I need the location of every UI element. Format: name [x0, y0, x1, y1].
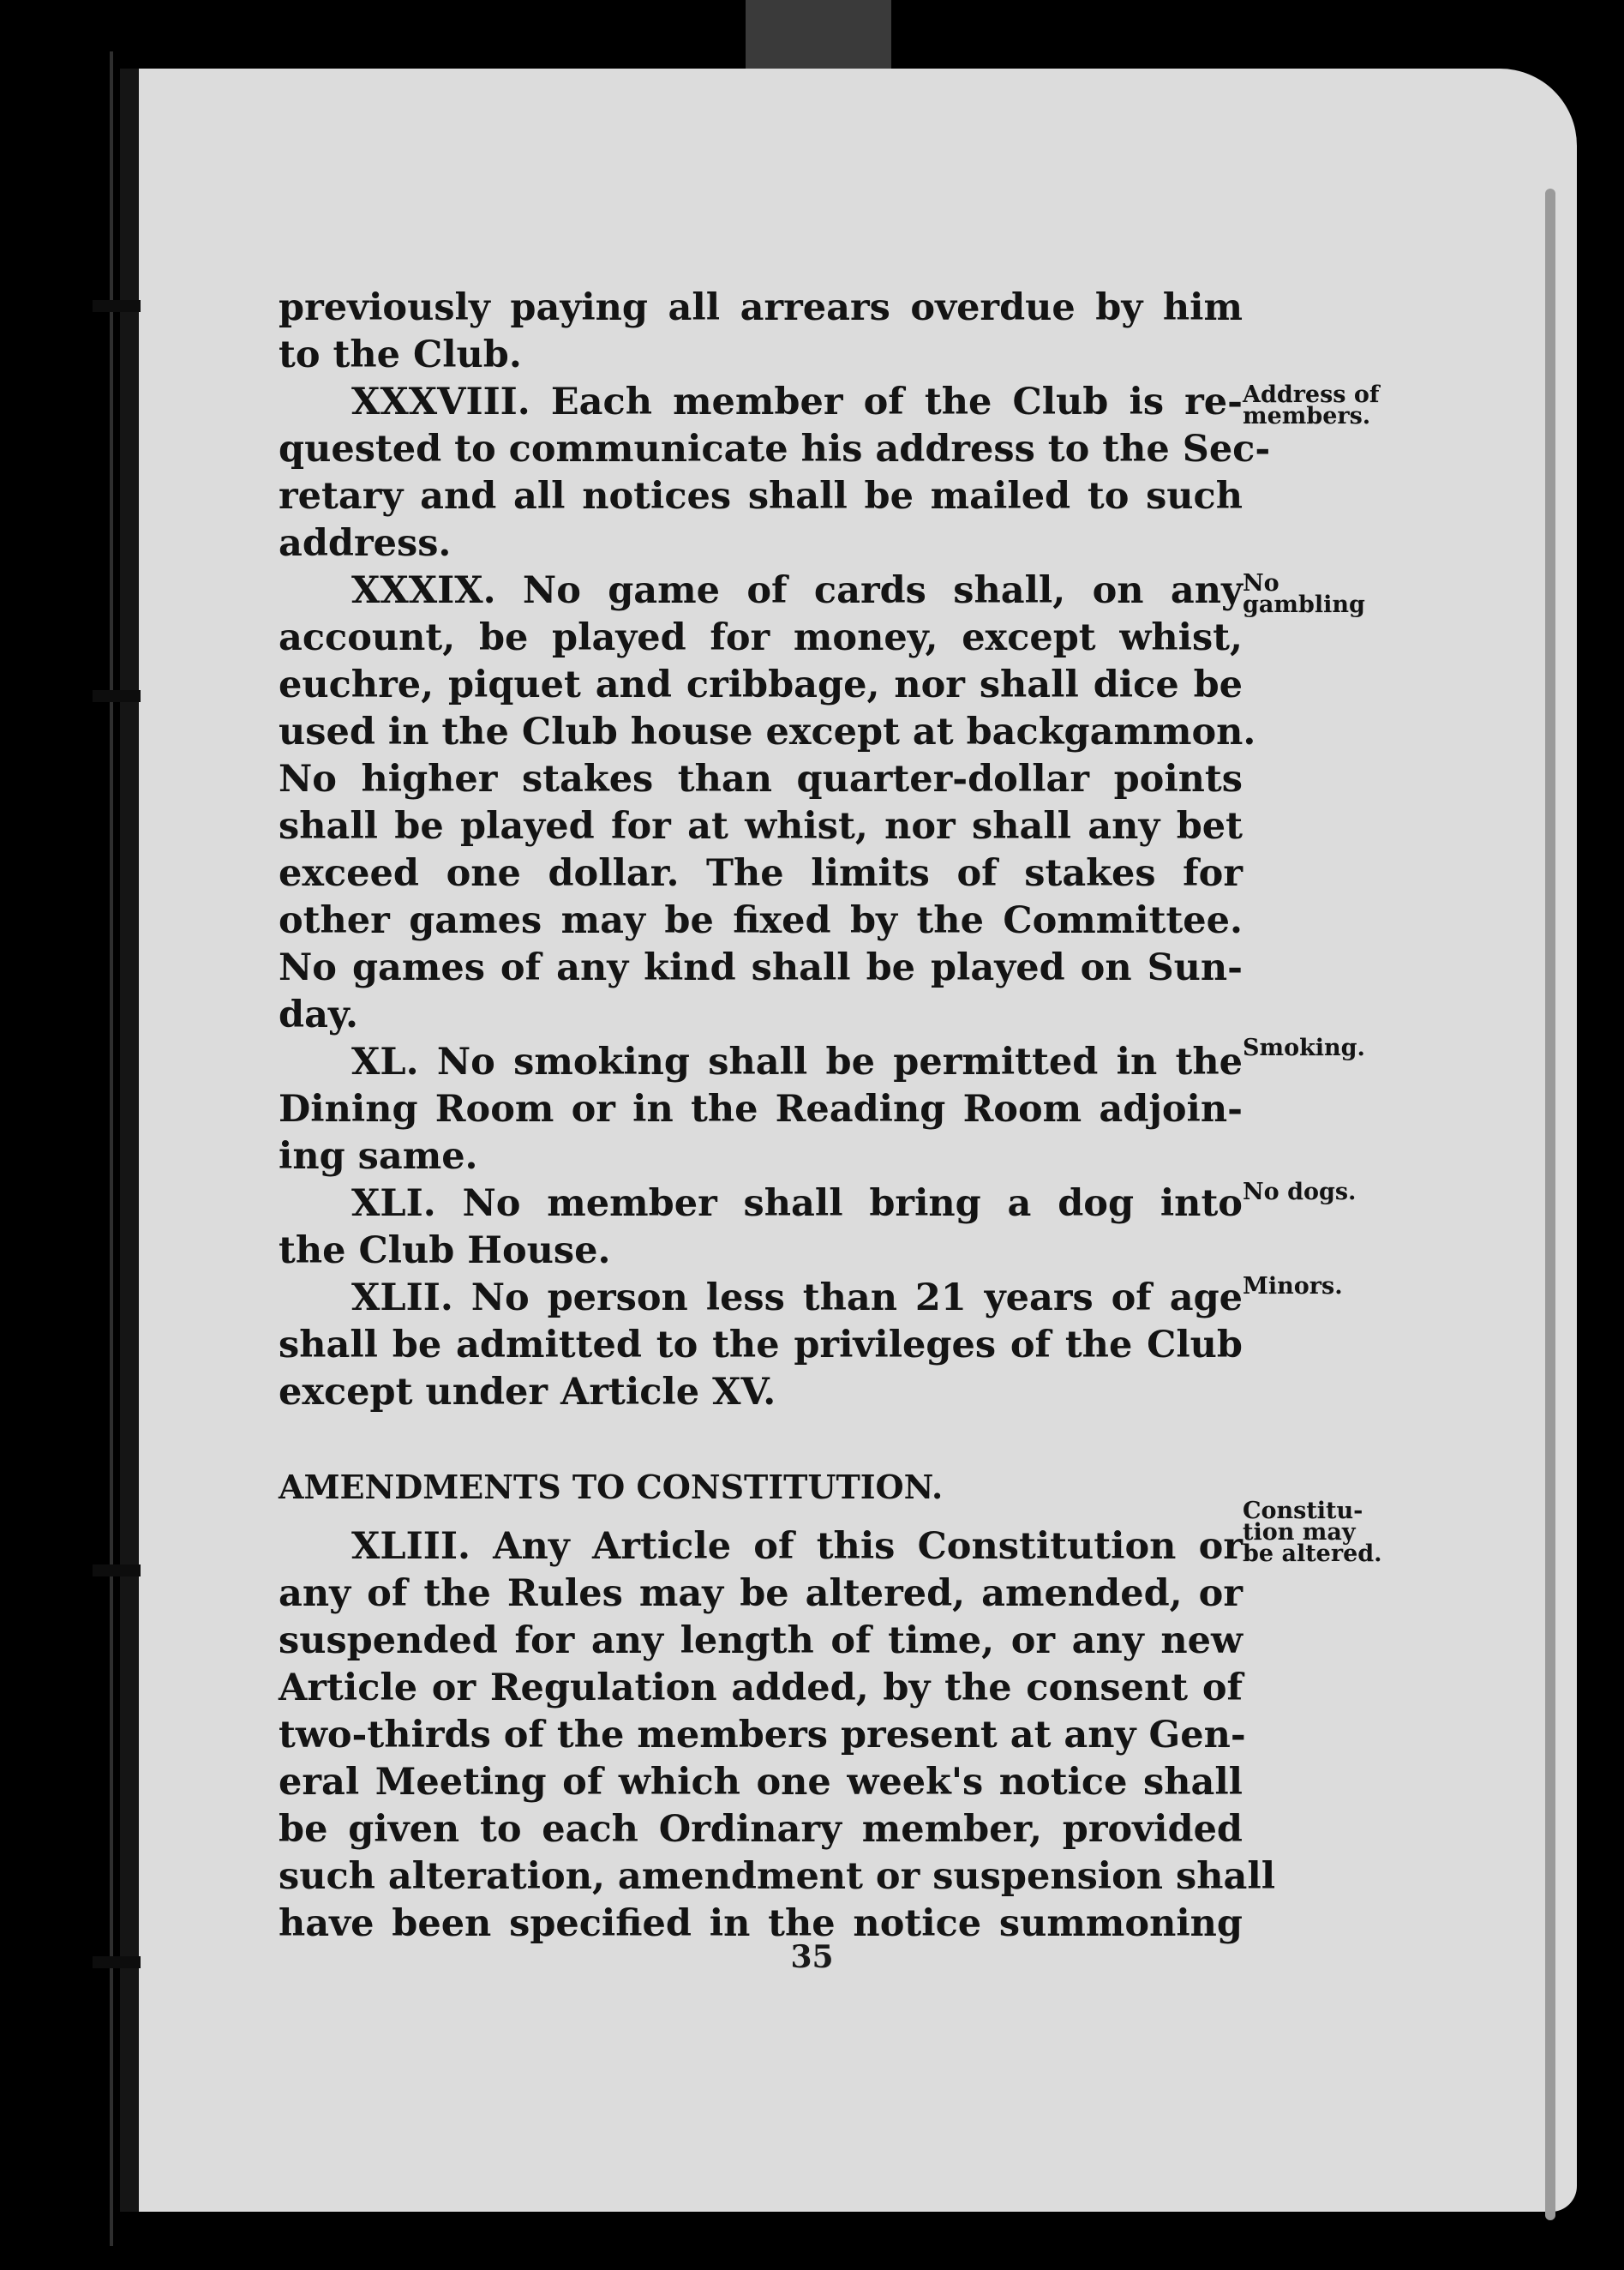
text-line: XLI. No member shall bring a dog into — [351, 1182, 1243, 1225]
text-line: XXXIX. No game of cards shall, on any — [351, 569, 1243, 612]
text-line: day. — [279, 994, 358, 1036]
text-line: have been specified in the notice summoning — [279, 1902, 1243, 1945]
text-line: shall be admitted to the privileges of the Club — [279, 1324, 1243, 1366]
text-line: XLII. No person less than 21 years of age — [351, 1276, 1243, 1319]
text-line: address. — [279, 522, 452, 565]
binding-stitch — [93, 690, 141, 702]
text-line: quested to communicate his address to the Sec- — [279, 428, 1271, 471]
margin-note-line: Address of — [1243, 381, 1380, 408]
margin-note-line: gambling — [1243, 592, 1365, 618]
text-line: previously paying all arrears overdue by him — [279, 286, 1243, 329]
margin-note-line: Constitu- — [1243, 1498, 1363, 1524]
text-line: such alteration, amendment or suspension shall — [279, 1855, 1276, 1898]
text-line: No games of any kind shall be played on Sun- — [279, 946, 1243, 989]
margin-note-dogs — [1243, 1181, 1356, 1203]
margin-note-line: Minors. — [1243, 1273, 1343, 1300]
page-number: 35 — [790, 1939, 834, 1975]
text-line: account, be played for money, except whist, — [279, 616, 1243, 659]
text-line: suspended for any length of time, or any new — [279, 1619, 1243, 1662]
amendment-paragraphs — [279, 1523, 1276, 1948]
text-line: euchre, piquet and cribbage, nor shall dice be — [279, 664, 1243, 706]
binding-thread — [110, 51, 113, 2246]
text-line: except under Article XV. — [279, 1371, 776, 1414]
margin-note-line: No — [1243, 570, 1279, 597]
text-line: the Club House. — [279, 1229, 611, 1272]
text-line: to the Club. — [279, 333, 522, 376]
text-line: retary and all notices shall be mailed to such — [279, 475, 1243, 518]
page-text — [279, 285, 1276, 1948]
text-line: Article or Regulation added, by the consent of — [279, 1666, 1243, 1709]
text-line: used in the Club house except at backgammon. — [279, 711, 1256, 754]
margin-note-line: Smoking. — [1243, 1035, 1365, 1061]
text-line: be given to each Ordinary member, provided — [279, 1808, 1243, 1851]
margin-note-line: be altered. — [1243, 1540, 1382, 1567]
margin-note-line: No dogs. — [1243, 1179, 1357, 1205]
text-line: two-thirds of the members present at any Gen- — [279, 1714, 1246, 1757]
text-line: XL. No smoking shall be permitted in the — [351, 1041, 1243, 1084]
page-edge — [1545, 189, 1555, 2220]
binding-stitch — [93, 1564, 141, 1576]
text-line: ing same. — [279, 1135, 478, 1178]
text-line: eral Meeting of which one week's notice shall — [279, 1761, 1243, 1804]
tape-scrap — [746, 0, 891, 69]
text-line: XLIII. Any Article of this Constitution or — [351, 1525, 1243, 1568]
margin-note-line: members. — [1243, 403, 1371, 429]
body-paragraphs — [279, 285, 1271, 1416]
margin-note-smoking — [1243, 1037, 1365, 1059]
margin-note-line: tion may — [1243, 1519, 1356, 1546]
book-binding — [120, 69, 139, 2212]
section-heading: AMENDMENTS TO CONSTITUTION. — [279, 1468, 944, 1506]
margin-note-minors — [1243, 1273, 1343, 1300]
text-line: other games may be fixed by the Committee. — [279, 899, 1243, 942]
margin-note-gambling — [1243, 570, 1365, 618]
text-line: shall be played for at whist, nor shall any bet — [279, 805, 1243, 848]
binding-stitch — [93, 300, 141, 312]
text-line: any of the Rules may be altered, amended, or — [279, 1572, 1243, 1615]
margin-note-address — [1243, 381, 1380, 429]
text-line: XXXVIII. Each member of the Club is re- — [351, 381, 1243, 423]
text-line: Dining Room or in the Reading Room adjoin- — [279, 1088, 1243, 1131]
margin-note-constitution — [1243, 1498, 1382, 1567]
text-line: No higher stakes than quarter-dollar points — [279, 758, 1243, 801]
text-line: exceed one dollar. The limits of stakes for — [279, 852, 1243, 895]
